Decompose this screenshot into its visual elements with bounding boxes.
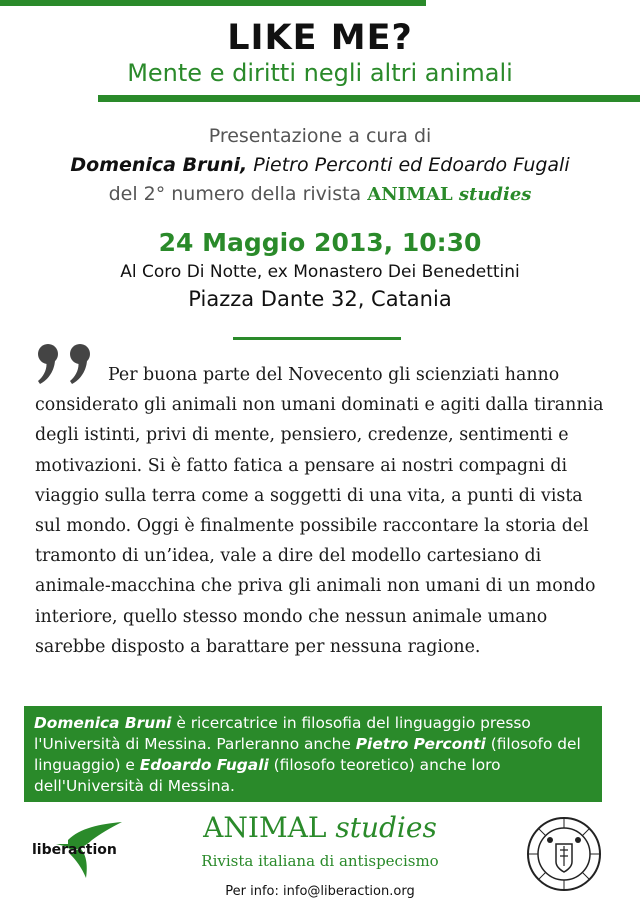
issue-line: [0, 182, 640, 207]
event-venue: Al Coro Di Notte, ex Monastero Dei Benedettini: [120, 262, 520, 282]
event-subtitle: Mente e diritti negli altri animali: [127, 59, 513, 87]
magazine-title-italic: studies: [326, 811, 437, 844]
issue-text: del 2° numero della rivista: [108, 183, 368, 205]
quote-text: Per buona parte del Novecento gli scienziati hanno considerato gli animali non umani dominati e agiti dalla tirannia degli istinti, privi di mente, pensiero, credenze, sentimenti e motivazioni. Si è fatto fatica a pensare ai nostri compagni di viaggio sulla terra come a soggetti di una vita, a punti di vista sul mondo. Oggi è finalmente possibile raccontare la storia del tramonto di un’idea, vale a dire del modello cartesiano di animale-macchina che priva gli animali non umani di un mondo interiore, quello stesso mondo che nessun animale umano sarebbe disposto a barattare per nessuna ragione.: [35, 365, 604, 657]
top-rule: [0, 0, 426, 6]
separator-rule: [233, 337, 401, 340]
bio-text-3: (filosofo teoretico) anche loro dell'Università di Messina.: [34, 756, 501, 795]
bio-text-2: (filosofo del linguaggio) e: [34, 735, 581, 774]
event-date: 24 Maggio 2013, 10:30: [158, 228, 482, 257]
magazine-title: [170, 812, 470, 844]
magazine-tagline: Rivista italiana di antispecismo: [201, 852, 439, 870]
event-title: LIKE ME?: [227, 18, 413, 58]
bio-name-fugali: Edoardo Fugali: [139, 756, 269, 774]
magazine-inline-name: [367, 184, 531, 205]
bottom-header-rule: [98, 95, 640, 102]
contact-info: Per info: info@liberaction.org: [225, 884, 415, 899]
event-address: Piazza Dante 32, Catania: [188, 287, 452, 311]
presentation-intro: Presentazione a cura di: [208, 125, 432, 147]
presentation-authors: [0, 153, 640, 177]
bio-text-1: è ricercatrice in filosofia del linguaggio presso l'Università di Messina. Parleranno anche: [34, 714, 531, 753]
author-main: Domenica Bruni,: [70, 154, 248, 176]
magazine-title-main: ANIMAL: [203, 811, 327, 844]
bio-name-bruni: Domenica Bruni: [34, 714, 172, 732]
liberaction-logo-text: liberaction: [32, 842, 117, 858]
magazine-inline-italic: studies: [452, 184, 532, 205]
liberaction-logo: [30, 820, 130, 886]
bio-box: [24, 706, 602, 802]
magazine-inline-bold: ANIMAL: [367, 184, 453, 205]
authors-rest: Pietro Perconti ed Edoardo Fugali: [247, 154, 570, 176]
bio-name-perconti: Pietro Perconti: [355, 735, 486, 753]
university-seal-icon: [526, 816, 602, 892]
